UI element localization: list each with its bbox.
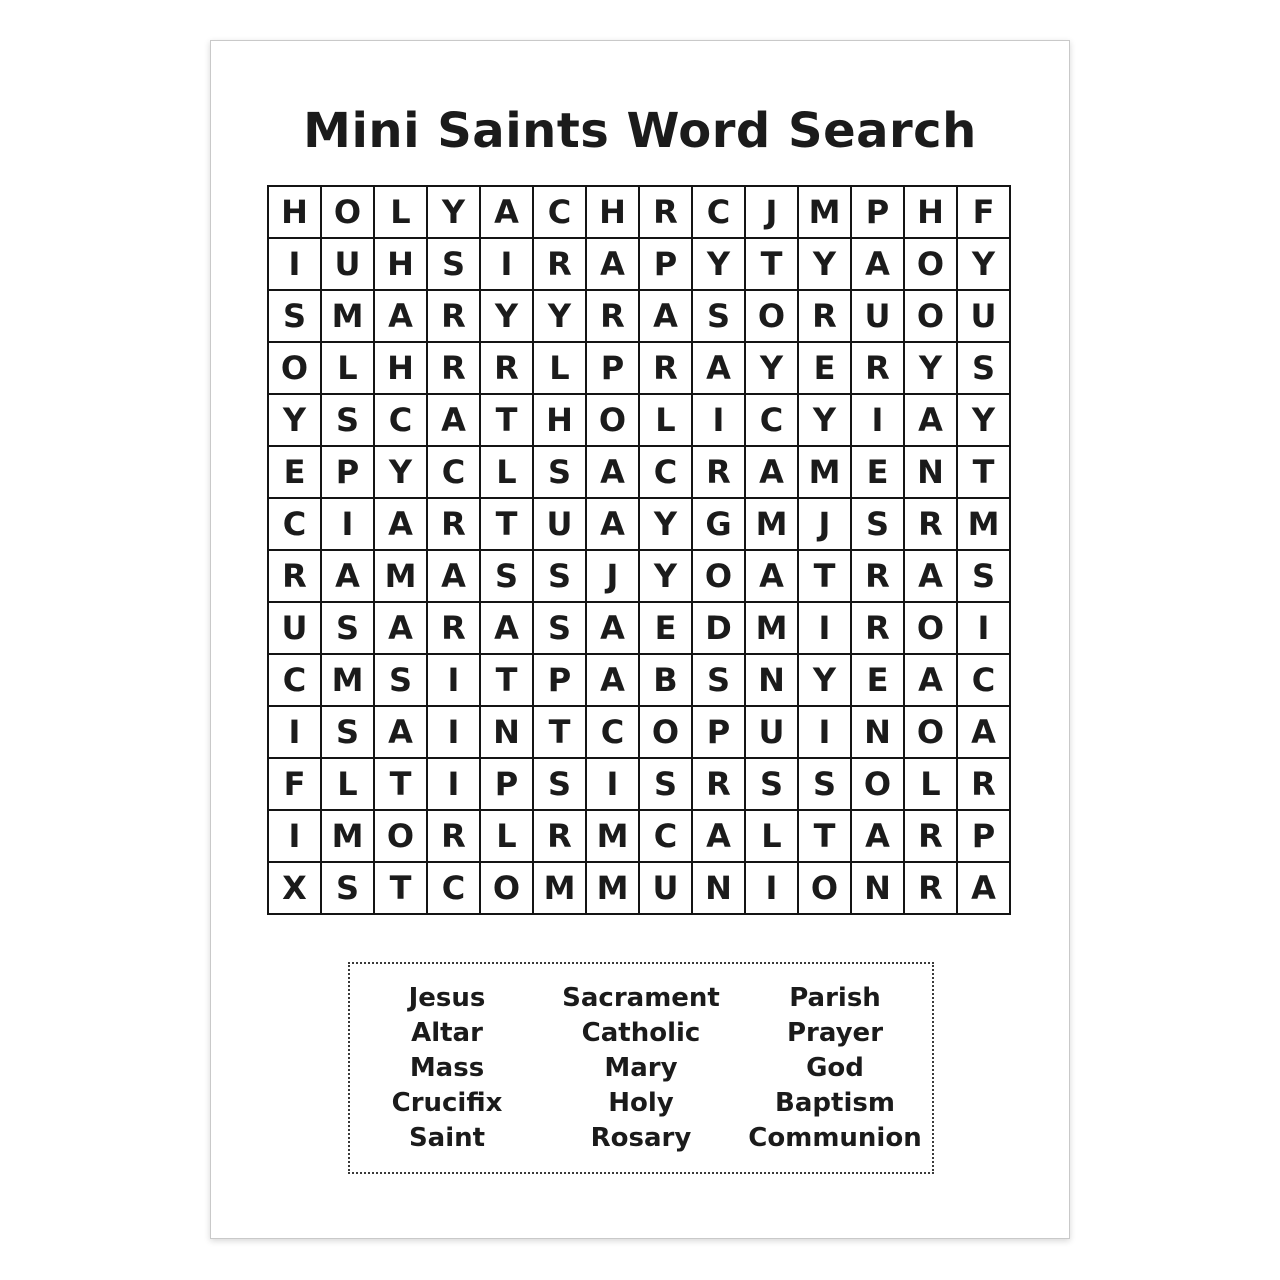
grid-cell: O <box>798 862 851 914</box>
grid-cell: S <box>957 550 1010 602</box>
grid-cell: I <box>321 498 374 550</box>
grid-cell: J <box>798 498 851 550</box>
word-list-item: Sacrament <box>562 982 720 1013</box>
grid-cell: L <box>480 446 533 498</box>
grid-cell: I <box>268 810 321 862</box>
word-list-item: God <box>806 1052 864 1083</box>
grid-cell: Y <box>904 342 957 394</box>
grid-cell: T <box>480 394 533 446</box>
grid-cell: E <box>798 342 851 394</box>
grid-row <box>268 550 1010 602</box>
grid-cell: A <box>851 238 904 290</box>
grid-cell: I <box>427 654 480 706</box>
grid-cell: C <box>427 446 480 498</box>
grid-cell: I <box>798 706 851 758</box>
grid-cell: U <box>268 602 321 654</box>
grid-rows <box>268 186 1010 914</box>
grid-cell: R <box>427 290 480 342</box>
grid-cell: T <box>798 550 851 602</box>
grid-cell: T <box>480 654 533 706</box>
grid-cell: S <box>321 862 374 914</box>
grid-cell: S <box>745 758 798 810</box>
grid-cell: U <box>745 706 798 758</box>
grid-cell: R <box>851 550 904 602</box>
grid-cell: G <box>692 498 745 550</box>
grid-cell: Y <box>692 238 745 290</box>
grid-cell: R <box>798 290 851 342</box>
grid-row <box>268 238 1010 290</box>
grid-cell: M <box>586 810 639 862</box>
grid-cell: Y <box>427 186 480 238</box>
grid-cell: O <box>904 238 957 290</box>
grid-cell: Y <box>639 550 692 602</box>
grid-cell: H <box>904 186 957 238</box>
grid-cell: A <box>692 810 745 862</box>
grid-cell: L <box>321 758 374 810</box>
grid-cell: F <box>957 186 1010 238</box>
grid-row <box>268 342 1010 394</box>
grid-cell: L <box>374 186 427 238</box>
grid-cell: N <box>480 706 533 758</box>
grid-cell: R <box>268 550 321 602</box>
grid-cell: J <box>586 550 639 602</box>
grid-cell: A <box>957 706 1010 758</box>
word-list-item: Parish <box>789 982 881 1013</box>
grid-cell: O <box>904 290 957 342</box>
word-list-item: Prayer <box>786 1017 884 1048</box>
word-list-item: Baptism <box>775 1087 895 1118</box>
grid-cell: E <box>268 446 321 498</box>
grid-cell: I <box>268 238 321 290</box>
grid-cell: A <box>639 290 692 342</box>
grid-cell: R <box>586 290 639 342</box>
grid-cell: O <box>904 602 957 654</box>
grid-cell: O <box>586 394 639 446</box>
grid-cell: I <box>692 394 745 446</box>
grid-cell: P <box>957 810 1010 862</box>
grid-cell: M <box>321 810 374 862</box>
grid-cell: O <box>321 186 374 238</box>
grid-cell: P <box>586 342 639 394</box>
grid-row <box>268 186 1010 238</box>
word-list-item: Crucifix <box>391 1087 503 1118</box>
grid-cell: H <box>374 238 427 290</box>
grid-row <box>268 394 1010 446</box>
grid-cell: A <box>745 446 798 498</box>
word-list-item: Altar <box>411 1017 483 1048</box>
grid-cell: M <box>321 290 374 342</box>
grid-cell: C <box>427 862 480 914</box>
grid-cell: A <box>321 550 374 602</box>
word-list-item: Jesus <box>408 982 486 1013</box>
grid-cell: L <box>904 758 957 810</box>
grid-cell: M <box>745 602 798 654</box>
grid-cell: L <box>745 810 798 862</box>
grid-cell: S <box>321 706 374 758</box>
grid-cell: I <box>268 706 321 758</box>
grid-cell: Y <box>480 290 533 342</box>
grid-cell: A <box>427 394 480 446</box>
grid-cell: R <box>639 342 692 394</box>
grid-cell: I <box>851 394 904 446</box>
grid-cell: A <box>480 186 533 238</box>
grid-cell: S <box>533 758 586 810</box>
word-list-item: Communion <box>748 1122 922 1153</box>
grid-cell: J <box>745 186 798 238</box>
grid-cell: A <box>904 394 957 446</box>
grid-cell: C <box>639 446 692 498</box>
grid-cell: T <box>374 758 427 810</box>
grid-cell: M <box>957 498 1010 550</box>
grid-cell: S <box>851 498 904 550</box>
grid-cell: L <box>533 342 586 394</box>
grid-cell: F <box>268 758 321 810</box>
grid-cell: C <box>692 186 745 238</box>
word-list-box <box>348 962 934 1174</box>
grid-cell: S <box>798 758 851 810</box>
grid-row <box>268 602 1010 654</box>
grid-cell: S <box>639 758 692 810</box>
grid-cell: S <box>480 550 533 602</box>
grid-cell: Y <box>533 290 586 342</box>
grid-cell: S <box>533 550 586 602</box>
grid-cell: C <box>533 186 586 238</box>
grid-cell: H <box>268 186 321 238</box>
word-list-item: Saint <box>408 1122 486 1153</box>
grid-cell: R <box>904 862 957 914</box>
grid-cell: I <box>480 238 533 290</box>
grid-cell: H <box>374 342 427 394</box>
word-list-column <box>350 964 544 1172</box>
grid-cell: T <box>798 810 851 862</box>
grid-cell: R <box>851 342 904 394</box>
grid-cell: O <box>904 706 957 758</box>
grid-cell: T <box>480 498 533 550</box>
grid-cell: I <box>957 602 1010 654</box>
grid-cell: A <box>904 550 957 602</box>
grid-cell: A <box>480 602 533 654</box>
grid-cell: M <box>798 186 851 238</box>
grid-cell: R <box>851 602 904 654</box>
word-list-item: Catholic <box>581 1017 701 1048</box>
grid-cell: C <box>586 706 639 758</box>
grid-cell: P <box>851 186 904 238</box>
grid-cell: R <box>639 186 692 238</box>
grid-row <box>268 810 1010 862</box>
grid-cell: U <box>851 290 904 342</box>
grid-cell: S <box>533 446 586 498</box>
word-search-grid <box>267 185 1011 915</box>
grid-row <box>268 446 1010 498</box>
grid-cell: O <box>374 810 427 862</box>
grid-cell: R <box>480 342 533 394</box>
grid-cell: A <box>374 706 427 758</box>
grid-cell: T <box>957 446 1010 498</box>
grid-cell: Y <box>798 394 851 446</box>
grid-cell: M <box>745 498 798 550</box>
grid-cell: P <box>480 758 533 810</box>
word-list-column <box>544 964 738 1172</box>
word-list-column <box>738 964 932 1172</box>
grid-cell: U <box>533 498 586 550</box>
grid-cell: A <box>692 342 745 394</box>
worksheet-page <box>210 40 1070 1239</box>
grid-cell: P <box>639 238 692 290</box>
grid-cell: L <box>321 342 374 394</box>
grid-cell: R <box>427 810 480 862</box>
grid-cell: L <box>480 810 533 862</box>
word-list-item: Rosary <box>590 1122 692 1153</box>
grid-cell: U <box>321 238 374 290</box>
grid-cell: S <box>268 290 321 342</box>
word-list-item: Mary <box>604 1052 678 1083</box>
grid-cell: B <box>639 654 692 706</box>
grid-row <box>268 498 1010 550</box>
grid-cell: S <box>321 602 374 654</box>
grid-cell: R <box>957 758 1010 810</box>
grid-row <box>268 862 1010 914</box>
grid-cell: E <box>851 446 904 498</box>
grid-cell: R <box>692 446 745 498</box>
word-list-item: Holy <box>608 1087 674 1118</box>
grid-cell: Y <box>957 394 1010 446</box>
grid-cell: A <box>957 862 1010 914</box>
grid-cell: O <box>480 862 533 914</box>
grid-cell: M <box>374 550 427 602</box>
grid-cell: H <box>586 186 639 238</box>
grid-cell: Y <box>639 498 692 550</box>
grid-cell: P <box>533 654 586 706</box>
grid-cell: T <box>374 862 427 914</box>
grid-cell: R <box>692 758 745 810</box>
grid-cell: S <box>692 654 745 706</box>
grid-cell: R <box>427 602 480 654</box>
grid-cell: A <box>374 602 427 654</box>
grid-cell: P <box>321 446 374 498</box>
grid-cell: R <box>533 810 586 862</box>
grid-cell: I <box>798 602 851 654</box>
grid-row <box>268 290 1010 342</box>
grid-cell: I <box>586 758 639 810</box>
grid-cell: N <box>851 706 904 758</box>
grid-cell: N <box>745 654 798 706</box>
grid-cell: D <box>692 602 745 654</box>
grid-cell: P <box>692 706 745 758</box>
grid-cell: N <box>904 446 957 498</box>
grid-cell: R <box>427 342 480 394</box>
grid-cell: I <box>427 758 480 810</box>
grid-cell: A <box>904 654 957 706</box>
grid-row <box>268 706 1010 758</box>
word-list-item: Mass <box>409 1052 485 1083</box>
grid-cell: R <box>533 238 586 290</box>
grid-cell: A <box>374 498 427 550</box>
grid-cell: S <box>427 238 480 290</box>
grid-cell: A <box>851 810 904 862</box>
grid-cell: M <box>533 862 586 914</box>
grid-cell: S <box>321 394 374 446</box>
grid-cell: H <box>533 394 586 446</box>
grid-cell: U <box>639 862 692 914</box>
grid-cell: C <box>957 654 1010 706</box>
grid-cell: M <box>798 446 851 498</box>
grid-cell: L <box>639 394 692 446</box>
grid-cell: A <box>745 550 798 602</box>
grid-row <box>268 758 1010 810</box>
grid-cell: C <box>374 394 427 446</box>
grid-cell: M <box>321 654 374 706</box>
grid-cell: N <box>692 862 745 914</box>
grid-cell: C <box>745 394 798 446</box>
grid-row <box>268 654 1010 706</box>
grid-cell: A <box>427 550 480 602</box>
grid-cell: E <box>851 654 904 706</box>
grid-cell: N <box>851 862 904 914</box>
grid-cell: X <box>268 862 321 914</box>
grid-cell: Y <box>268 394 321 446</box>
grid-cell: R <box>904 810 957 862</box>
grid-cell: A <box>586 654 639 706</box>
grid-cell: A <box>586 602 639 654</box>
page-title: Mini Saints Word Search <box>303 103 977 159</box>
grid-cell: E <box>639 602 692 654</box>
grid-cell: I <box>427 706 480 758</box>
grid-cell: C <box>268 498 321 550</box>
grid-cell: O <box>745 290 798 342</box>
grid-cell: Y <box>745 342 798 394</box>
grid-cell: Y <box>957 238 1010 290</box>
grid-cell: O <box>639 706 692 758</box>
grid-cell: C <box>268 654 321 706</box>
grid-cell: T <box>533 706 586 758</box>
grid-cell: A <box>586 238 639 290</box>
grid-cell: Y <box>798 238 851 290</box>
grid-cell: R <box>427 498 480 550</box>
grid-cell: S <box>957 342 1010 394</box>
grid-cell: A <box>586 446 639 498</box>
grid-cell: Y <box>798 654 851 706</box>
grid-cell: A <box>374 290 427 342</box>
grid-cell: O <box>692 550 745 602</box>
grid-cell: O <box>851 758 904 810</box>
grid-cell: S <box>374 654 427 706</box>
grid-cell: A <box>586 498 639 550</box>
grid-cell: T <box>745 238 798 290</box>
grid-cell: I <box>745 862 798 914</box>
grid-cell: O <box>268 342 321 394</box>
grid-cell: Y <box>374 446 427 498</box>
grid-cell: S <box>533 602 586 654</box>
grid-cell: U <box>957 290 1010 342</box>
grid-cell: R <box>904 498 957 550</box>
grid-cell: C <box>639 810 692 862</box>
grid-cell: S <box>692 290 745 342</box>
grid-cell: M <box>586 862 639 914</box>
